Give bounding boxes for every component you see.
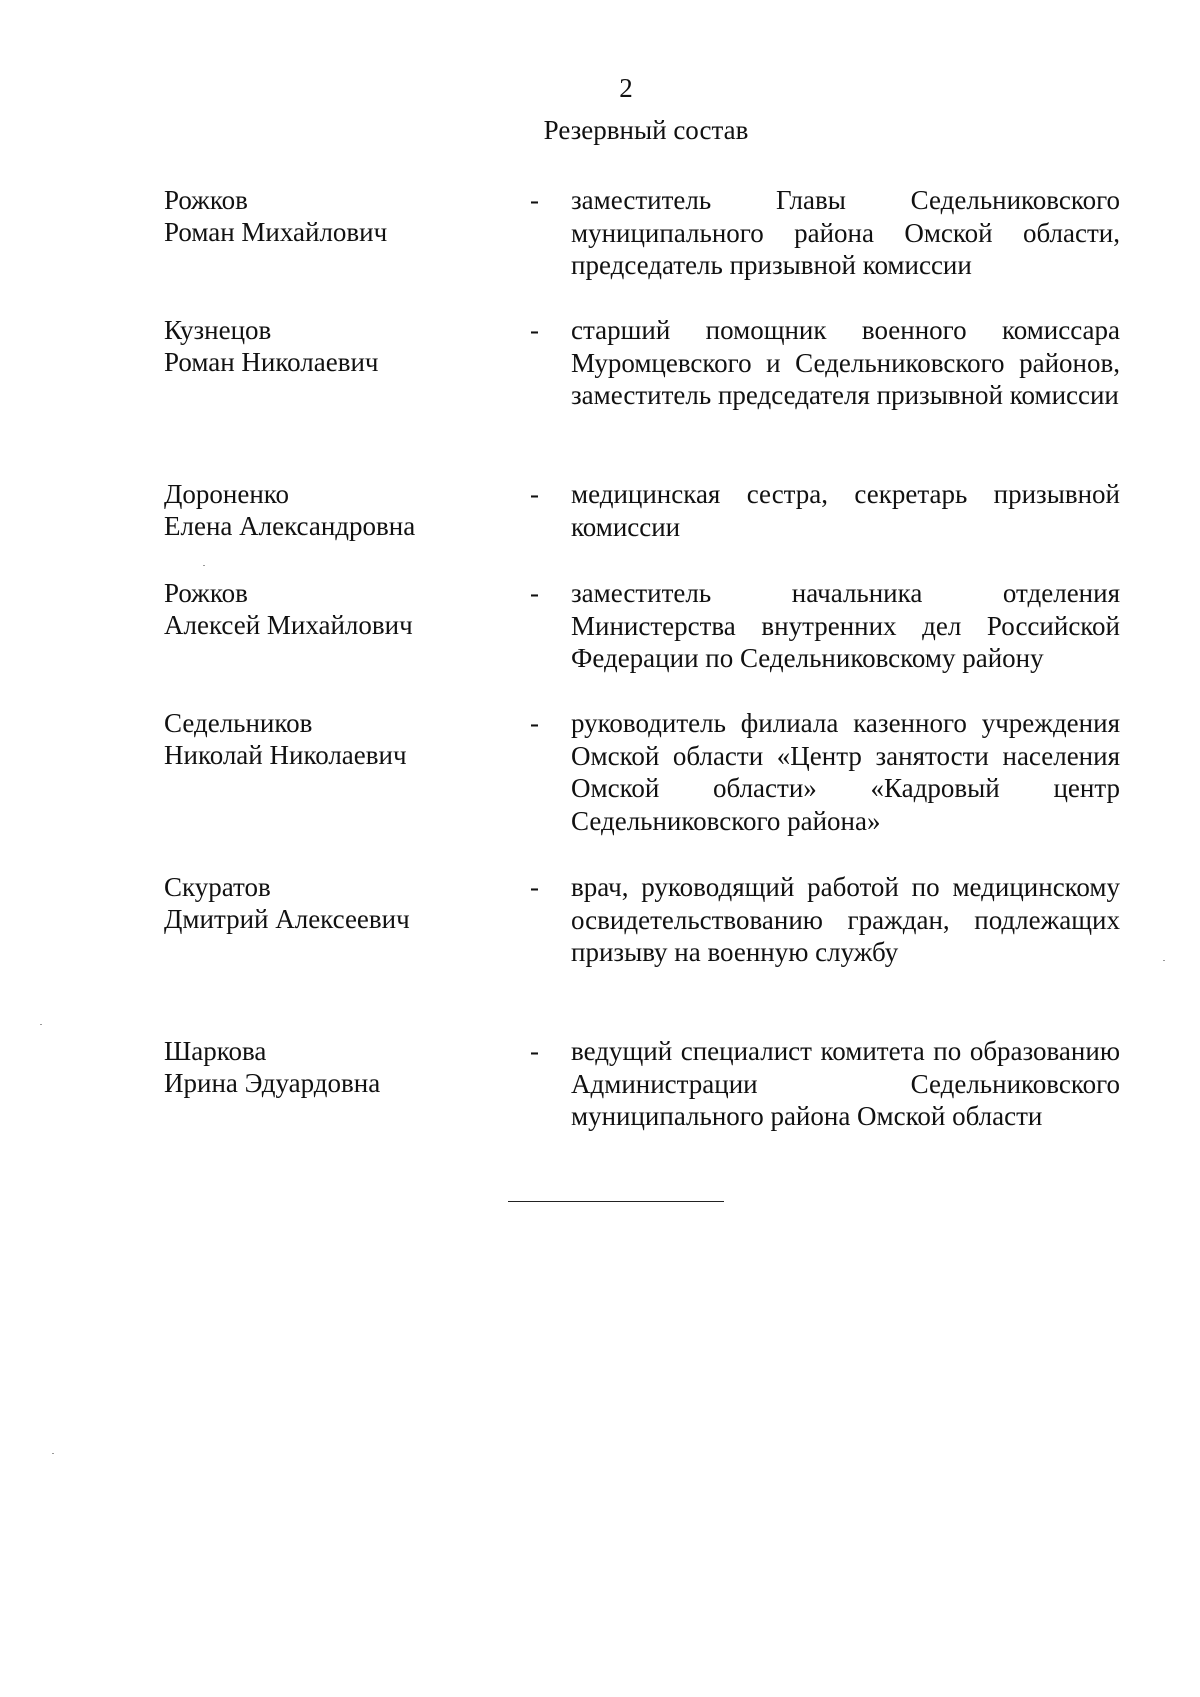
member-surname: Дороненко [164, 479, 290, 509]
member-surname: Рожков [164, 578, 248, 608]
member-position: заместитель начальника отделения Министерства внутренних дел Российской Федерации по Седельниковскому району [571, 578, 1120, 673]
member-given-names: Роман Николаевич [164, 347, 379, 377]
section-title: Резервный состав [543, 115, 749, 145]
member-position: старший помощник военного комиссара Муромцевского и Седельниковского районов, заместитель председателя призывной комиссии [571, 315, 1120, 410]
entry-dash: - [530, 185, 539, 215]
member-given-names: Елена Александровна [164, 511, 416, 541]
member-position: заместитель Главы Седельниковского муниципального района Омской области, председатель призывной комиссии [571, 185, 1120, 280]
member-given-names: Алексей Михайлович [164, 610, 413, 640]
scan-speck [1163, 960, 1165, 961]
member-surname: Кузнецов [164, 315, 272, 345]
entry-dash: - [530, 1036, 539, 1066]
entry-dash: - [530, 578, 539, 608]
member-name [164, 314, 484, 378]
member-name [164, 577, 484, 641]
member-name [164, 707, 484, 771]
scan-speck [52, 1453, 54, 1454]
member-position: медицинская сестра, секретарь призывной комиссии [571, 479, 1120, 542]
member-name [164, 478, 484, 542]
member-position: врач, руководящий работой по медицинскому освидетельствованию граждан, подлежащих призыву на военную службу [571, 872, 1120, 967]
member-surname: Шаркова [164, 1036, 267, 1066]
entry-dash: - [530, 479, 539, 509]
member-given-names: Роман Михайлович [164, 217, 388, 247]
entry-dash: - [530, 315, 539, 345]
entry-dash: - [530, 708, 539, 738]
member-surname: Рожков [164, 185, 248, 215]
member-name [164, 1035, 484, 1099]
scan-speck [40, 1024, 42, 1025]
member-given-names: Дмитрий Алексеевич [164, 904, 410, 934]
end-of-list-rule [508, 1201, 724, 1202]
page-number: 2 [619, 73, 633, 103]
member-surname: Седельников [164, 708, 313, 738]
member-position: ведущий специалист комитета по образованию Администрации Седельниковского муниципального района Омской области [571, 1036, 1120, 1131]
member-name [164, 184, 484, 248]
scan-speck [203, 565, 205, 566]
member-position: руководитель филиала казенного учреждения Омской области «Центр занятости населения Омской области» «Кадровый центр Седельниковского района» [571, 708, 1120, 836]
member-given-names: Ирина Эдуардовна [164, 1068, 381, 1098]
member-name [164, 871, 484, 935]
member-given-names: Николай Николаевич [164, 740, 407, 770]
entry-dash: - [530, 872, 539, 902]
member-surname: Скуратов [164, 872, 271, 902]
